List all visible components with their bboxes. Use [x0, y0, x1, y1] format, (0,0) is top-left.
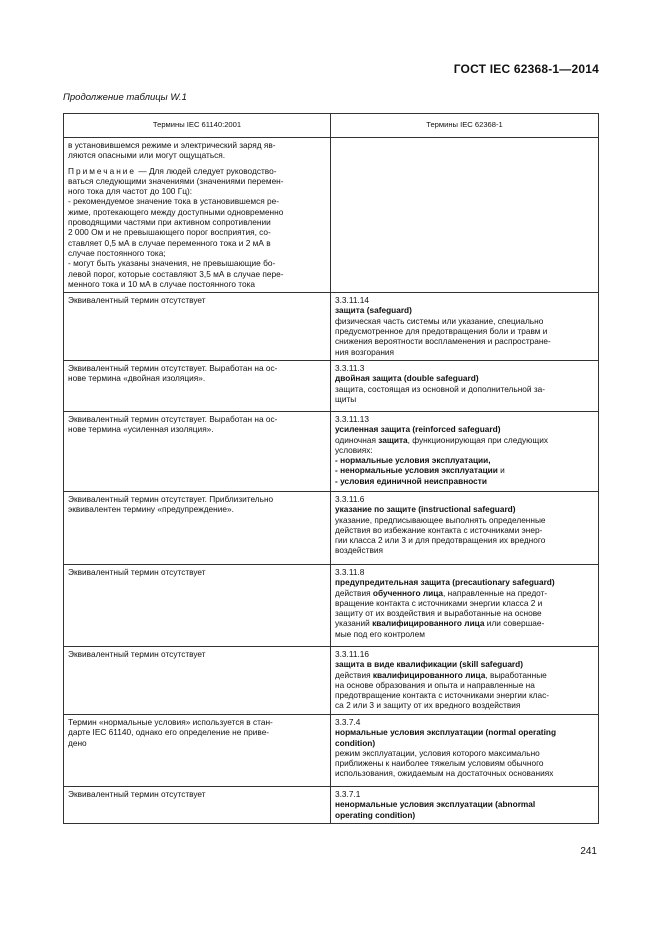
- table-row: [64, 786, 599, 823]
- definition-line: условиях:: [335, 444, 373, 455]
- left-cell: [64, 491, 331, 564]
- definition-line: приближены к наиболее тяжелым условиям обычного: [335, 758, 544, 769]
- right-cell: [331, 293, 599, 361]
- term-title: ненормальные условия эксплуатации (abnormal: [335, 799, 536, 810]
- right-cell: [331, 360, 599, 411]
- right-cell: [331, 564, 599, 646]
- left-cell: [64, 138, 331, 293]
- right-cell: [331, 714, 599, 786]
- definition-line: действия во избежание контакта с источниками энер-: [335, 524, 543, 535]
- left-cell: [64, 360, 331, 411]
- definition-line: воздействия: [335, 545, 384, 556]
- definition-line: снижения вероятности воспламенения и распростране-: [335, 336, 551, 347]
- right-cell: [331, 411, 599, 491]
- text-line: дено: [68, 737, 87, 748]
- term-title: operating condition): [335, 809, 416, 820]
- text-line: - рекомендуемое значение тока в установившемся ре-: [68, 196, 280, 207]
- note-line: [68, 166, 326, 176]
- left-cell: [64, 714, 331, 786]
- term-title: двойная защита (double safeguard): [335, 373, 479, 384]
- note-label: Примечание: [68, 165, 137, 176]
- left-cell: [64, 646, 331, 714]
- text-line: ляются опасными или могут ощущаться.: [68, 150, 226, 161]
- term-number: 3.3.11.13: [335, 413, 369, 424]
- definition-line: указание, предписывающее выполнять определенные: [335, 514, 546, 525]
- table-caption: Продолжение таблицы W.1: [63, 92, 187, 103]
- text-line: Эквивалентный термин отсутствует. Приблизительно: [68, 493, 274, 504]
- term-title: защита (safeguard): [335, 305, 412, 316]
- left-cell: [64, 786, 331, 823]
- col2-header: Термины IEC 62368-1: [331, 114, 599, 138]
- text-line: Эквивалентный термин отсутствует. Выработан на ос-: [68, 413, 278, 424]
- condition-item: - нормальные условия эксплуатации,: [335, 455, 491, 466]
- definition-line: защита, состоящая из основной и дополнительной за-: [335, 383, 546, 394]
- text-line: ставляет 0,5 мА в случае переменного тока и 2 мА в: [68, 237, 271, 248]
- definition-line: действия квалифицированного лица, выработанные: [335, 669, 547, 680]
- text-line: 2 000 Ом и не превышающего порог восприятия, со-: [68, 227, 271, 238]
- term-title: нормальные условия эксплуатации (normal operating: [335, 727, 557, 738]
- text-line: в установившемся режиме и электрический заряд яв-: [68, 140, 276, 150]
- text-line: эквивалентен термину «предупреждение».: [68, 504, 234, 515]
- table-row: [64, 491, 599, 564]
- standard-id: ГОСТ IEC 62368-1—2014: [453, 62, 599, 76]
- term-number: 3.3.11.3: [335, 362, 365, 373]
- definition-line: режим эксплуатации, условия которого максимально: [335, 747, 540, 758]
- definition-line: защиту от их воздействия и выработанные на основе: [335, 608, 542, 619]
- term-number: 3.3.7.1: [335, 788, 361, 799]
- term-title: усиленная защита (reinforced safeguard): [335, 424, 501, 435]
- text-line: жиме, протекающего между доступными одновременно: [68, 206, 284, 217]
- page-number: 241: [580, 846, 597, 857]
- term-number: 3.3.11.14: [335, 295, 369, 306]
- text-line: - могут быть указаны значения, не превышающие бо-: [68, 258, 276, 269]
- condition-item: - условия единичной неисправности: [335, 475, 487, 486]
- text-line: левой порог, которые составляют 3,5 мА в случае пере-: [68, 268, 284, 279]
- term-number: 3.3.11.6: [335, 493, 365, 504]
- left-cell: [64, 293, 331, 361]
- text-line: случае постоянного тока;: [68, 247, 166, 258]
- right-cell: [331, 786, 599, 823]
- definition-line: на основе образования и опыта и направленные на: [335, 679, 535, 690]
- text-line: Термин «нормальные условия» используется в стан-: [68, 716, 273, 727]
- definition-line: ния возгорания: [335, 346, 395, 357]
- terms-table: [63, 113, 599, 824]
- condition-item: - ненормальные условия эксплуатации и: [335, 465, 505, 476]
- definition-line: са 2 или 3 и защиту от их вредного воздействия: [335, 700, 521, 711]
- table-header-row: [64, 114, 599, 138]
- text-line: ного тока для частот до 100 Гц):: [68, 186, 193, 197]
- term-title: защита в виде квалификации (skill safeguard): [335, 659, 523, 670]
- term-number: 3.3.11.16: [335, 648, 369, 659]
- left-cell: [64, 564, 331, 646]
- definition-line: использования, ожидаемым на достаточных основаниях: [335, 768, 554, 779]
- text-line: нове термина «двойная изоляция».: [68, 373, 206, 384]
- table-row: [64, 714, 599, 786]
- col1-header: Термины IEC 61140:2001: [64, 114, 331, 138]
- table-row: [64, 360, 599, 411]
- text-line: Эквивалентный термин отсутствует: [68, 648, 206, 659]
- term-title: предупредительная защита (precautionary safeguard): [335, 577, 555, 588]
- term-number: 3.3.11.8: [335, 566, 365, 577]
- definition-line: действия обученного лица, направленные на предот-: [335, 587, 548, 598]
- table-row: [64, 564, 599, 646]
- text-line: Эквивалентный термин отсутствует: [68, 295, 206, 306]
- text-line: дарте IEC 61140, однако его определение не приве-: [68, 727, 270, 738]
- right-cell: [331, 491, 599, 564]
- definition-line: одиночная защита, функционирующая при следующих: [335, 434, 549, 445]
- term-title: указание по защите (instructional safeguard): [335, 504, 516, 515]
- definition-line: гии класса 2 или 3 и для предотвращения их вредного: [335, 535, 546, 546]
- term-number: 3.3.7.4: [335, 716, 361, 727]
- text-line: Эквивалентный термин отсутствует. Выработан на ос-: [68, 362, 278, 373]
- table-row: [64, 646, 599, 714]
- text-line: нове термина «усиленная изоляция».: [68, 424, 214, 435]
- definition-line: вращение контакта с источниками энергии класса 2 и: [335, 597, 543, 608]
- definition-line: щиты: [335, 393, 357, 404]
- text-line: Эквивалентный термин отсутствует: [68, 788, 206, 799]
- table-row: [64, 293, 599, 361]
- text-line: ваться следующими значениями (значениями перемен-: [68, 175, 284, 186]
- note-text: — Для людей следует руководство-: [136, 165, 277, 176]
- right-cell-empty: [331, 138, 599, 293]
- text-line: менного тока и 10 мА в случае постоянного тока: [68, 278, 255, 289]
- term-title: condition): [335, 737, 376, 748]
- text-line: Эквивалентный термин отсутствует: [68, 566, 206, 577]
- definition-line: указаний квалифицированного лица или совершае-: [335, 618, 545, 629]
- definition-line: предусмотренное для предотвращения боли и травм и: [335, 326, 548, 337]
- text-line: проводящими частями при активном сопротивлении: [68, 217, 271, 228]
- definition-line: мые под его контролем: [335, 628, 425, 639]
- table-row: [64, 411, 599, 491]
- definition-line: физическая часть системы или указание, специально: [335, 315, 544, 326]
- definition-line: предотвращение контакта с источниками энергии клас-: [335, 690, 550, 701]
- left-cell: [64, 411, 331, 491]
- table-row: [64, 138, 599, 293]
- right-cell: [331, 646, 599, 714]
